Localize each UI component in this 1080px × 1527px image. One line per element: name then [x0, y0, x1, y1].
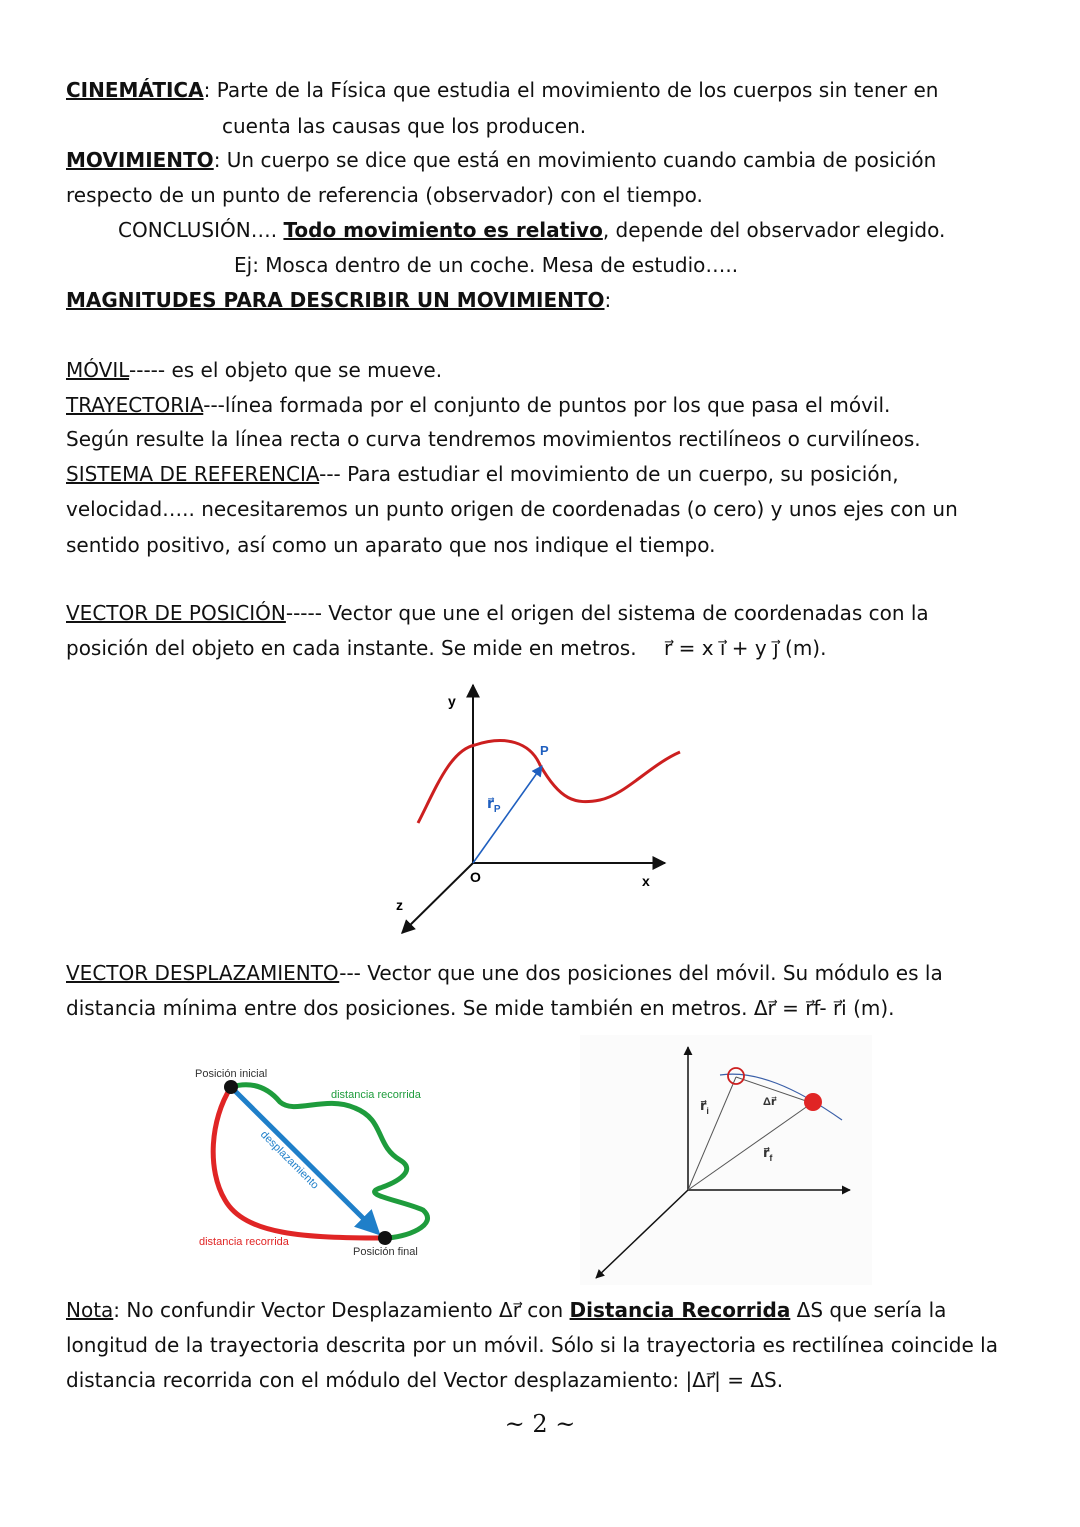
posicion-line-1	[66, 600, 929, 626]
desplazamiento-term: VECTOR DESPLAZAMIENTO	[66, 961, 340, 985]
movimiento-term: MOVIMIENTO	[66, 148, 214, 172]
desplazamiento-line-1	[66, 960, 943, 986]
final-position-label: Posición final	[353, 1246, 418, 1258]
desplazamiento-formula: Δr⃗ = r⃗f- r⃗i (m).	[753, 996, 895, 1020]
posicion-text: ----- Vector que une el origen del sistema de coordenadas con la	[285, 601, 929, 625]
cinematica-colon: :	[203, 78, 211, 102]
y-axis-label: y	[448, 693, 456, 709]
movil-line	[66, 357, 442, 383]
origin-label: O	[470, 869, 481, 885]
page-number: ~ 2 ~	[504, 1410, 576, 1438]
trayectoria-text: ---línea formada por el conjunto de puntos por los que pasa el móvil.	[203, 393, 891, 417]
sistema-term: SISTEMA DE REFERENCIA	[66, 462, 320, 486]
nota-text-2: ΔS que sería la	[790, 1298, 947, 1322]
sistema-line-1	[66, 461, 899, 487]
conclusion-bold: Todo movimiento es relativo	[283, 218, 603, 242]
distance-top-label: distancia recorrida	[331, 1089, 421, 1101]
z-axis	[402, 863, 473, 933]
movimiento-line-1	[66, 147, 936, 173]
movimiento-text-1: : Un cuerpo se dice que está en movimiento cuando cambia de posición	[213, 148, 937, 172]
green-distance-path	[231, 1085, 428, 1238]
final-position-dot	[804, 1093, 822, 1111]
nota-line-1	[66, 1297, 946, 1323]
trayectoria-line-2: Según resulte la línea recta o curva tendremos movimientos rectilíneos o curvilíneos.	[66, 427, 921, 451]
point-p-label: P	[540, 743, 549, 758]
conclusion-tail: , depende del observador elegido.	[602, 218, 946, 242]
posicion-line-2: posición del objeto en cada instante. Se mide en metros.	[66, 636, 637, 660]
position-vector-rp	[473, 766, 542, 863]
trayectoria-line-1	[66, 392, 890, 418]
movimiento-line-2: respecto de un punto de referencia (observador) con el tiempo.	[66, 183, 703, 207]
example-line: Ej: Mosca dentro de un coche. Mesa de estudio…..	[234, 253, 739, 277]
movil-term: MÓVIL	[66, 358, 130, 382]
conclusion-lead: CONCLUSIÓN….	[118, 218, 284, 242]
nota-text-1: : No confundir Vector Desplazamiento Δr⃗ con	[113, 1298, 570, 1322]
displacement-label: desplazamiento	[257, 1128, 321, 1192]
delta-r-figure	[580, 1035, 872, 1285]
posicion-formula: r⃗ = x i⃗ + y j⃗ (m).	[664, 636, 827, 660]
sistema-text: --- Para estudiar el movimiento de un cuerpo, su posición,	[319, 462, 899, 486]
sistema-line-3: sentido positivo, así como un aparato que nos indique el tiempo.	[66, 533, 716, 557]
initial-position-label: Posición inicial	[195, 1068, 268, 1080]
displacement-distance-figure	[185, 1060, 445, 1270]
rp-label: $r⃗_P$	[487, 795, 501, 815]
nota-bold: Distancia Recorrida	[569, 1298, 791, 1322]
movil-text: ----- es el objeto que se mueve.	[129, 358, 443, 382]
rf-label: $r⃗_f$	[763, 1145, 773, 1163]
magnitudes-heading	[66, 287, 611, 313]
trajectory-curve	[418, 741, 680, 823]
nota-line-2: longitud de la trayectoria descrita por un móvil. Sólo si la trayectoria es rectilínea coincide la	[66, 1333, 998, 1357]
trayectoria-term: TRAYECTORIA	[66, 393, 204, 417]
magnitudes-heading-colon: :	[604, 288, 612, 312]
ri-label: $r⃗_i$	[700, 1098, 709, 1116]
nota-line-3: distancia recorrida con el módulo del Vector desplazamiento: |Δr⃗| = ΔS.	[66, 1368, 784, 1392]
nota-term: Nota	[66, 1298, 114, 1322]
desplazamiento-text-2: distancia mínima entre dos posiciones. Se mide también en metros.	[66, 996, 748, 1020]
desplazamiento-text: --- Vector que une dos posiciones del móvil. Su módulo es la	[339, 961, 943, 985]
cinematica-line-2: cuenta las causas que los producen.	[222, 114, 587, 138]
sistema-line-2: velocidad….. necesitaremos un punto origen de coordenadas (o cero) y unos ejes con un	[66, 497, 958, 521]
delta-r-label: Δr⃗	[763, 1096, 777, 1108]
conclusion-line	[118, 217, 945, 243]
cinematica-text-1: Parte de la Física que estudia el movimiento de los cuerpos sin tener en	[210, 78, 939, 102]
distance-bottom-label: distancia recorrida	[199, 1236, 289, 1248]
cinematica-term: CINEMÁTICA	[66, 78, 204, 102]
posicion-term: VECTOR DE POSICIÓN	[66, 601, 286, 625]
z-axis-label: z	[396, 897, 403, 913]
position-vector-figure	[390, 680, 690, 940]
cinematica-line-1	[66, 77, 938, 103]
magnitudes-heading-text: MAGNITUDES PARA DESCRIBIR UN MOVIMIENTO	[66, 288, 605, 312]
initial-point	[224, 1080, 238, 1094]
desplazamiento-line-2	[66, 995, 895, 1021]
x-axis-label: x	[642, 873, 650, 889]
final-point	[378, 1231, 392, 1245]
